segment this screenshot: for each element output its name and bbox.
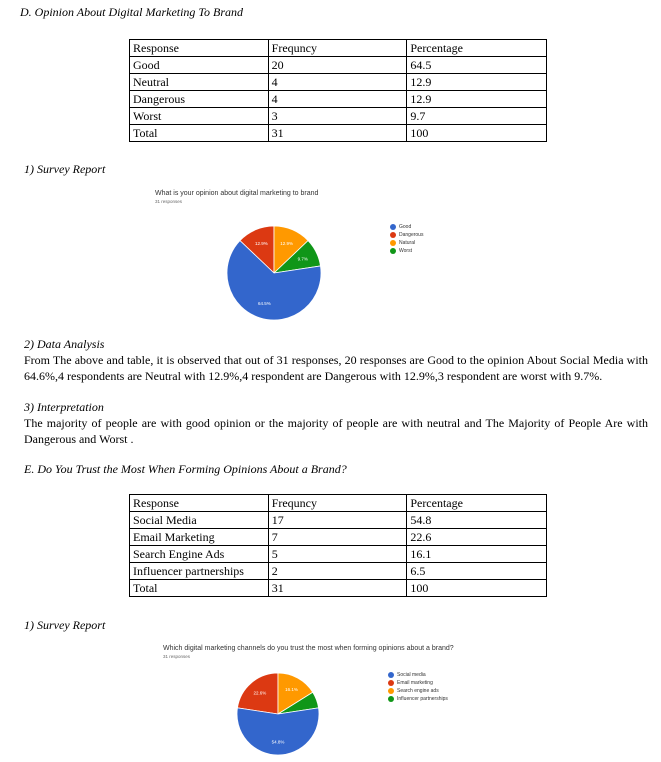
legend-item: [388, 679, 448, 687]
legend-label: Search engine ads: [397, 688, 439, 694]
table-cell: Influencer partnerships: [130, 563, 269, 580]
table-header-cell: Percentage: [407, 40, 547, 57]
table-cell: 9.7: [407, 108, 547, 125]
table-cell: Dangerous: [130, 91, 269, 108]
pie-chart-opinion-plot: [210, 218, 330, 328]
legend-swatch: [390, 232, 396, 238]
table-header-cell: Response: [130, 40, 269, 57]
pie-chart-trust-plot: [220, 672, 340, 760]
table-cell: Worst: [130, 108, 269, 125]
table-row: [130, 57, 547, 74]
table-header-cell: Percentage: [407, 495, 547, 512]
table-cell: 2: [268, 563, 407, 580]
data-analysis-text: From The above and table, it is observed that out of 31 responses, 20 responses are Good to the opinion About Social Media with 64.6%,4 respondents are Neutral with 12.9%,4 respondent are Dangerous with 12.9%,3 respondent are worst with 9.7%.: [24, 353, 648, 383]
chart-legend: [390, 223, 423, 255]
table-cell: 6.5: [407, 563, 547, 580]
table-header-row: [130, 40, 547, 57]
table-cell: Search Engine Ads: [130, 546, 269, 563]
table-row: [130, 546, 547, 563]
table-cell: Good: [130, 57, 269, 74]
table-cell: 22.6: [407, 529, 547, 546]
table-header-cell: Frequncy: [268, 40, 407, 57]
table-cell: 31: [268, 125, 407, 142]
pie-slice-label: 12.9%: [280, 241, 293, 247]
legend-item: [388, 671, 448, 679]
legend-label: Social media: [397, 672, 426, 678]
survey-report-heading-d: 1) Survey Report: [24, 162, 106, 176]
legend-swatch: [388, 672, 394, 678]
table-cell: 4: [268, 74, 407, 91]
table-cell: 4: [268, 91, 407, 108]
table-cell: 7: [268, 529, 407, 546]
table-cell: 12.9: [407, 74, 547, 91]
table-header-row: [130, 495, 547, 512]
table-cell: 100: [407, 580, 547, 597]
pie-slice-label: 9.7%: [297, 256, 308, 262]
pie-slice-social-media: [237, 708, 319, 755]
legend-item: [390, 231, 423, 239]
legend-item: [390, 239, 423, 247]
table-cell: 31: [268, 580, 407, 597]
opinion-table: [129, 39, 547, 142]
table-cell: 5: [268, 546, 407, 563]
legend-swatch: [388, 680, 394, 686]
chart-subtitle: 31 responses: [155, 199, 183, 204]
table-cell: 16.1: [407, 546, 547, 563]
pie-slice-label: 54.8%: [271, 739, 285, 745]
legend-swatch: [390, 224, 396, 230]
table-header-cell: Frequncy: [268, 495, 407, 512]
chart-legend: [388, 671, 448, 703]
legend-swatch: [390, 248, 396, 254]
table-cell: Neutral: [130, 74, 269, 91]
chart-subtitle: 31 responses: [163, 654, 191, 659]
table-header-cell: Response: [130, 495, 269, 512]
table-row: [130, 91, 547, 108]
chart-title: Which digital marketing channels do you trust the most when forming opinions about a brand?: [163, 645, 454, 652]
pie-chart-opinion: [155, 190, 318, 204]
table-row: [130, 563, 547, 580]
table-cell: Social Media: [130, 512, 269, 529]
pie-slice-label: 16.1%: [285, 687, 298, 693]
survey-report-heading-e: 1) Survey Report: [24, 618, 106, 632]
data-analysis-heading: 2) Data Analysis: [24, 337, 105, 351]
table-row: [130, 529, 547, 546]
section-d-heading: D. Opinion About Digital Marketing To Brand: [20, 5, 244, 19]
legend-swatch: [388, 696, 394, 702]
legend-swatch: [390, 240, 396, 246]
legend-label: Worst: [399, 248, 412, 254]
table-cell: 3: [268, 108, 407, 125]
table-cell: 54.8: [407, 512, 547, 529]
table-cell: 64.5: [407, 57, 547, 74]
table-row: [130, 125, 547, 142]
table-cell: 100: [407, 125, 547, 142]
table-row: [130, 512, 547, 529]
table-cell: Email Marketing: [130, 529, 269, 546]
legend-label: Good: [399, 224, 412, 230]
table-cell: Total: [130, 580, 269, 597]
section-e-heading: E. Do You Trust the Most When Forming Opinions About a Brand?: [24, 462, 347, 476]
legend-item: [388, 695, 448, 703]
pie-chart-trust: [163, 645, 454, 659]
chart-title: What is your opinion about digital marketing to brand: [155, 190, 319, 197]
legend-item: [388, 687, 448, 695]
trust-channel-table: [129, 494, 547, 597]
legend-label: Influencer partnerships: [397, 696, 448, 702]
legend-item: [390, 223, 423, 231]
legend-label: Email marketing: [397, 680, 433, 686]
legend-item: [390, 247, 423, 255]
table-row: [130, 580, 547, 597]
table-row: [130, 74, 547, 91]
table-cell: 17: [268, 512, 407, 529]
table-cell: Total: [130, 125, 269, 142]
interpretation-text: The majority of people are with good opinion or the majority of people are with neutral and The Majority of People Are with Dangerous and Worst .: [24, 416, 648, 446]
pie-slice-label: 64.5%: [258, 300, 271, 306]
table-row: [130, 108, 547, 125]
legend-label: Natural: [399, 240, 416, 246]
legend-label: Dangerous: [399, 232, 424, 238]
interpretation-heading: 3) Interpretation: [24, 400, 104, 414]
table-cell: 12.9: [407, 91, 547, 108]
pie-slice-label: 22.6%: [253, 690, 267, 696]
pie-slice-label: 12.9%: [255, 241, 268, 247]
legend-swatch: [388, 688, 394, 694]
table-cell: 20: [268, 57, 407, 74]
